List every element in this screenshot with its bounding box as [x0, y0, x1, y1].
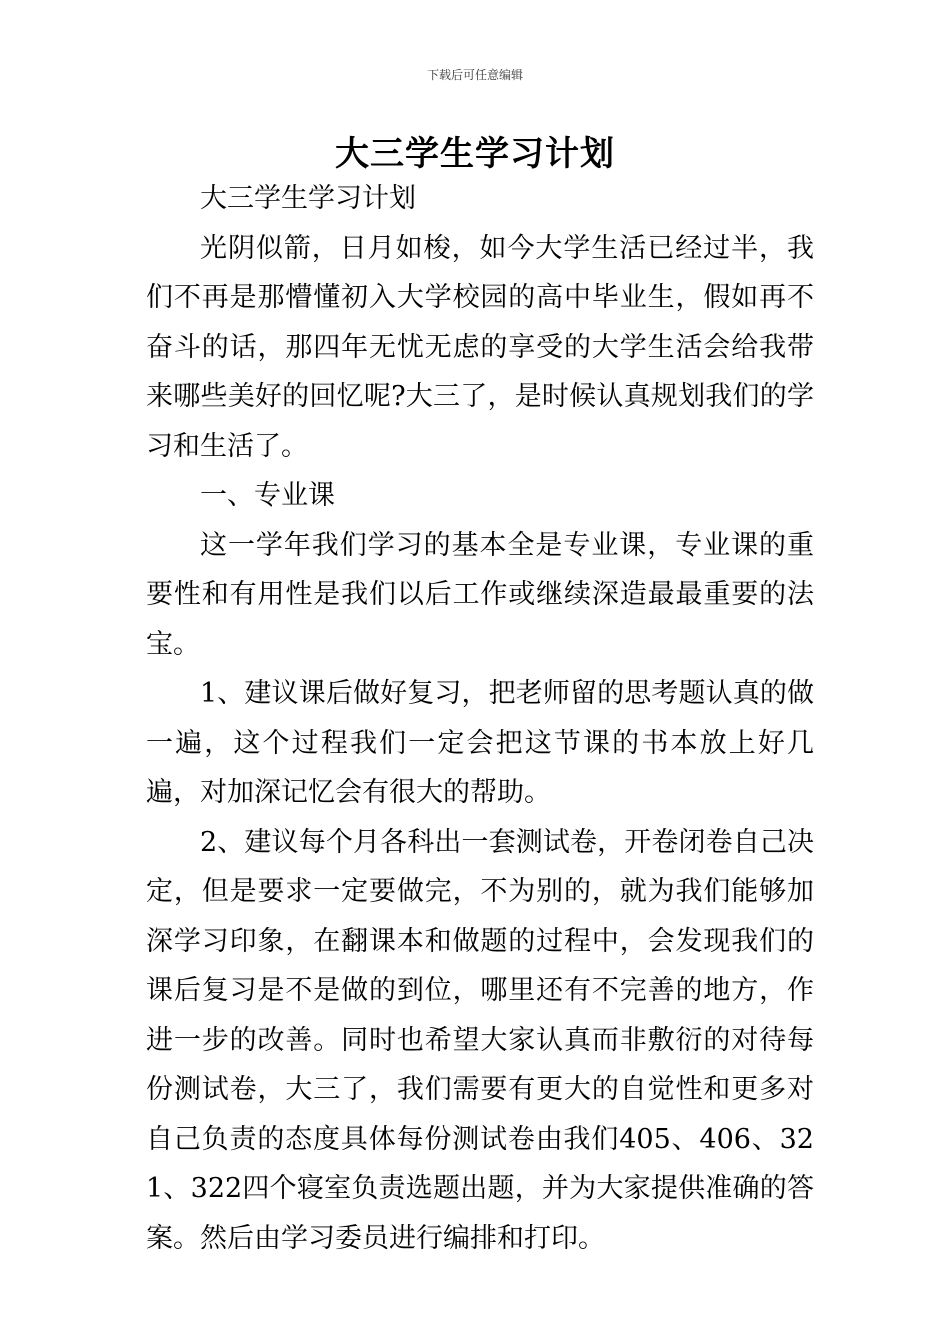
list-item-2: 2、建议每个月各科出一套测试卷，开卷闭卷自己决定，但是要求一定要做完，不为别的，就为我们能够加深学习印象，在翻课本和做题的过程中，会发现我们的课后复习是不是做的到位，哪里还有不完善的地方，作进一步的改善。同时也希望大家认真而非敷衍的对待每份测试卷，大三了，我们需要有更大的自觉性和更多对自己负责的态度具体每份测试卷由我们405、406、321、322四个寝室负责选题出题，并为大家提供准确的答案。然后由学习委员进行编排和打印。	[146, 826, 814, 1254]
section-intro-paragraph: 这一学年我们学习的基本全是专业课，专业课的重要性和有用性是我们以后工作或继续深造最最重要的法宝。	[146, 529, 814, 660]
list-item-1: 1、建议课后做好复习，把老师留的思考题认真的做一遍，这个过程我们一定会把这节课的书本放上好几遍，对加深记忆会有很大的帮助。	[146, 678, 814, 808]
intro-paragraph: 光阴似箭，日月如梭，如今大学生活已经过半，我们不再是那懵懂初入大学校园的高中毕业生，假如再不奋斗的话，那四年无忧无虑的享受的大学生活会给我带来哪些美好的回忆呢?大三了，是时候认真规划我们的学习和生活了。	[146, 232, 814, 462]
header-note: 下载后可任意编辑	[426, 68, 523, 82]
section-heading: 一、专业课	[200, 480, 335, 511]
subtitle-paragraph: 大三学生学习计划	[200, 183, 416, 214]
document-body	[146, 174, 814, 1263]
page-title: 大三学生学习计划	[335, 134, 615, 174]
